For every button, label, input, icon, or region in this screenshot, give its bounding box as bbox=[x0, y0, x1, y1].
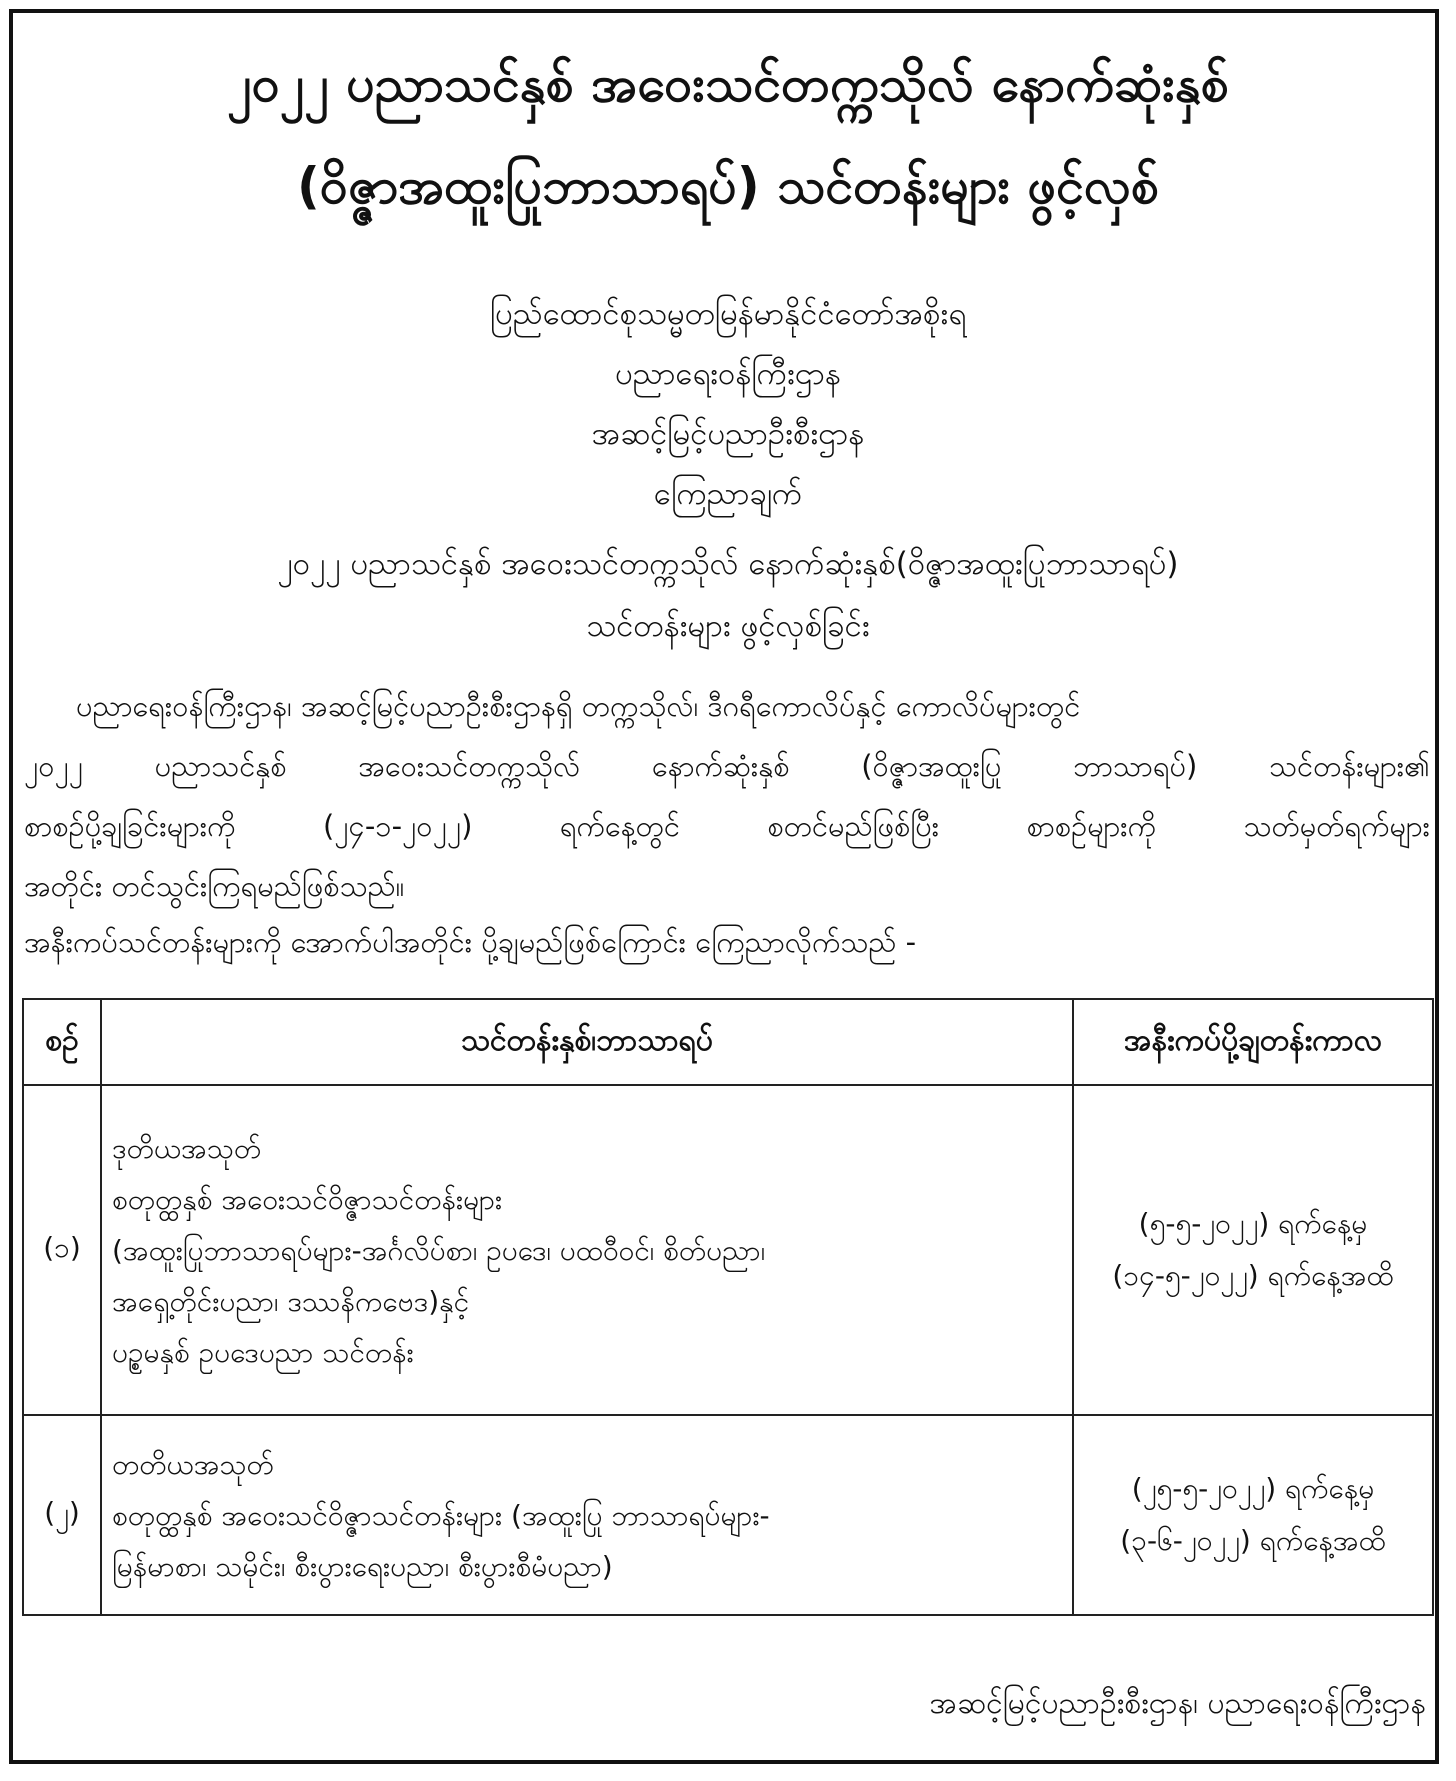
date-from: (၅-၅-၂၀၂၂) ရက်နေ့မှ bbox=[1138, 1207, 1368, 1240]
table-header-row bbox=[23, 999, 1433, 1085]
issuer-department: အဆင့်မြင့်ပညာဦးစီးဌာန bbox=[591, 416, 865, 452]
table-row bbox=[23, 1085, 1433, 1415]
course-line: တတိယအသုတ် bbox=[112, 1447, 274, 1481]
subject-line-2: သင်တန်းများ ဖွင့်လှစ်ခြင်း bbox=[586, 608, 870, 644]
header-no: စဉ် bbox=[23, 999, 101, 1085]
course-cell bbox=[101, 1085, 1073, 1415]
date-from: (၂၅-၅-၂၀၂၂) ရက်နေ့မှ bbox=[1131, 1472, 1375, 1505]
course-line: မြန်မာစာ၊ သမိုင်း၊ စီးပွားရေးပညာ၊ စီးပွားစီမံပညာ) bbox=[112, 1549, 613, 1583]
schedule-table bbox=[22, 998, 1434, 1616]
title-line-1: ၂၀၂၂ ပညာသင်နှစ် အဝေးသင်တက္ကသိုလ် နောက်ဆုံးနှစ် bbox=[227, 55, 1229, 113]
issuer-ministry: ပညာရေးဝန်ကြီးဌာန bbox=[615, 356, 841, 392]
header-period: အနီးကပ်ပို့ချတန်းကာလ bbox=[1073, 999, 1433, 1085]
footer-signature: အဆင့်မြင့်ပညာဦးစီးဌာန၊ ပညာရေးဝန်ကြီးဌာန bbox=[929, 1686, 1426, 1721]
date-to: (၃-၆-၂၀၂၂) ရက်နေ့အထိ bbox=[1120, 1524, 1386, 1557]
course-line: ပဉ္စမနှစ် ဥပဒေပညာ သင်တန်း bbox=[112, 1335, 414, 1369]
header-course: သင်တန်းနှစ်၊ဘာသာရပ် bbox=[101, 999, 1073, 1085]
body-line-5: အနီးကပ်သင်တန်းများကို အောက်ပါအတိုင်း ပို့ချမည်ဖြစ်ကြောင်း ကြေညာလိုက်သည် - bbox=[24, 925, 917, 959]
table-row bbox=[23, 1415, 1433, 1615]
body-line-1: ပညာရေးဝန်ကြီးဌာန၊ အဆင့်မြင့်ပညာဦးစီးဌာနရှိ တက္ကသိုလ်၊ ဒီဂရီကောလိပ်နှင့် ကောလိပ်များတွင် bbox=[76, 689, 1081, 723]
row-number: (၁) bbox=[23, 1085, 101, 1415]
issuer-government: ပြည်ထောင်စုသမ္မတမြန်မာနိုင်ငံတော်အစိုးရ bbox=[489, 296, 967, 332]
course-line: အရှေ့တိုင်းပညာ၊ ဒဿနိကဗေဒ)နှင့် bbox=[112, 1284, 470, 1318]
course-line: ဒုတိယအသုတ် bbox=[112, 1131, 262, 1165]
announcement-label: ကြေညာချက် bbox=[653, 476, 803, 512]
date-to: (၁၄-၅-၂၀၂၂) ရက်နေ့အထိ bbox=[1112, 1259, 1394, 1292]
row-number: (၂) bbox=[23, 1415, 101, 1615]
course-cell bbox=[101, 1415, 1073, 1615]
title-line-2: (ဝိဇ္ဇာအထူးပြုဘာသာရပ်) သင်တန်းများ ဖွင့်လှစ် bbox=[297, 157, 1159, 215]
course-line: (အထူးပြုဘာသာရပ်များ-အင်္ဂလိပ်စာ၊ ဥပဒေ၊ ပထဝီဝင်၊ စိတ်ပညာ၊ bbox=[112, 1233, 766, 1267]
course-line: စတုတ္ထနှစ် အဝေးသင်ဝိဇ္ဇာသင်တန်းများ (အထူးပြု ဘာသာရပ်များ- bbox=[112, 1498, 770, 1532]
period-cell bbox=[1073, 1415, 1433, 1615]
body-line-2: ၂၀၂၂ ပညာသင်နှစ် အဝေးသင်တက္ကသိုလ် နောက်ဆုံးနှစ် (ဝိဇ္ဇာအထူးပြု ဘာသာရပ်) သင်တန်းများ၏ bbox=[24, 749, 1430, 783]
course-line: စတုတ္ထနှစ် အဝေးသင်ဝိဇ္ဇာသင်တန်းများ bbox=[112, 1182, 503, 1216]
body-line-4: အတိုင်း တင်သွင်းကြရမည်ဖြစ်သည်။ bbox=[24, 869, 405, 903]
subject-line-1: ၂၀၂၂ ပညာသင်နှစ် အဝေးသင်တက္ကသိုလ် နောက်ဆုံးနှစ်(ဝိဇ္ဇာအထူးပြုဘာသာရပ်) bbox=[277, 546, 1179, 582]
body-line-3: စာစဉ်ပို့ချခြင်းများကို (၂၄-၁-၂၀၂၂) ရက်နေ့တွင် စတင်မည်ဖြစ်ပြီး စာစဉ်များကို သတ်မှတ်ရက်များ bbox=[24, 809, 1430, 843]
period-cell bbox=[1073, 1085, 1433, 1415]
